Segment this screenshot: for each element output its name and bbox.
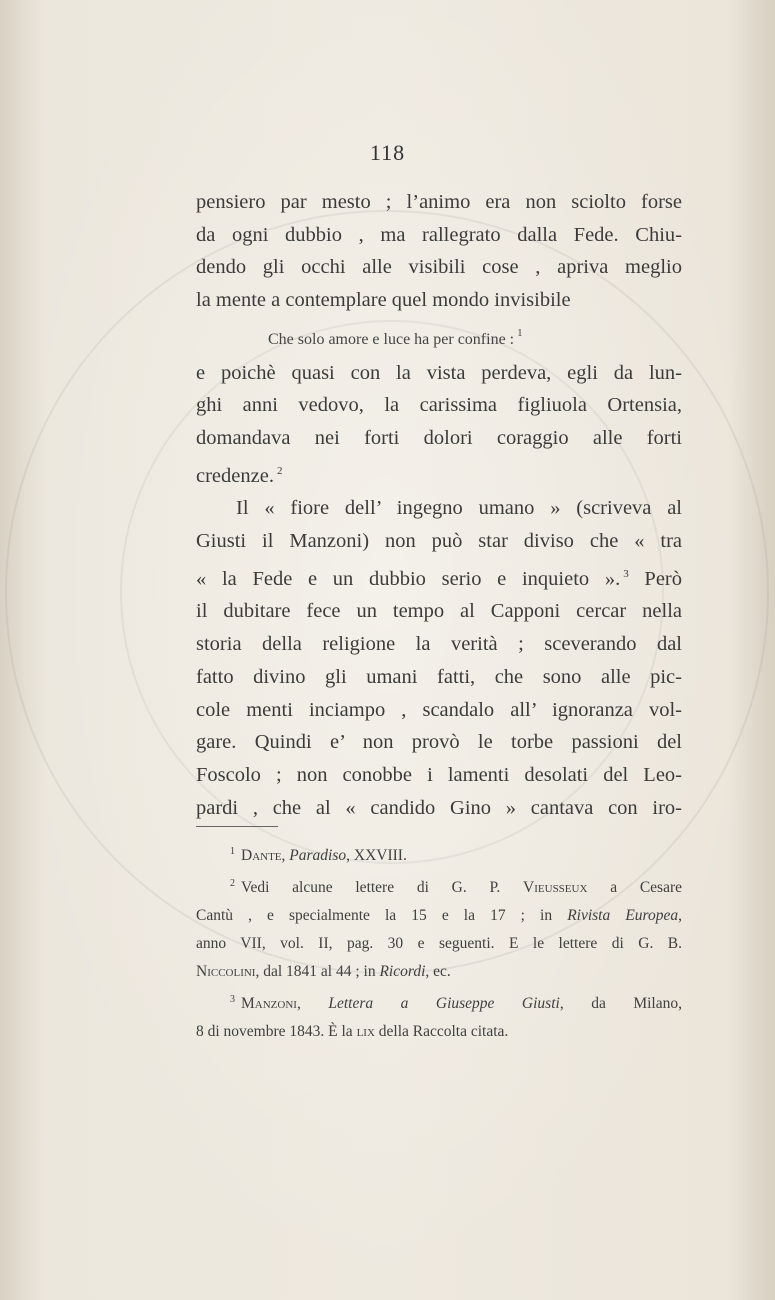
text-line: storia della religione la verità ; sceverando dal <box>196 633 682 656</box>
text-line: pensiero par mesto ; l’animo era non sciolto forse <box>196 191 682 213</box>
footnote-rest: , XXVIII. <box>346 847 407 864</box>
footnote-text: Cantù , e specialmente la 15 e la 17 ; in <box>196 907 553 924</box>
footnote-number: 2 <box>230 878 235 889</box>
footnote-rest: , da Milano, <box>559 995 682 1012</box>
text-fragment: Però <box>644 567 682 590</box>
footnote-name: Vieusseux <box>523 879 588 896</box>
paragraph-start: Il « fiore dell’ ingegno umano » (scriveva al <box>236 497 682 520</box>
footnote-2-cont <box>196 958 682 986</box>
footnote-author: Dante <box>241 847 282 864</box>
text-fragment: credenze. <box>196 464 274 487</box>
footnote-ref-1: 1 <box>517 326 523 339</box>
text-line: la mente a contemplare quel mondo invisibile <box>196 289 571 312</box>
footnote-text: 8 di novembre 1843. È la <box>196 1023 353 1040</box>
footnote-work: Lettera a Giuseppe Giusti <box>328 995 560 1012</box>
footnote-text: della Raccolta citata. <box>378 1023 509 1040</box>
text-line: pardi , che al « candido Gino » cantava con iro- <box>196 796 682 819</box>
text-line: fatto divino gli umani fatti, che sono alle pic- <box>196 665 682 688</box>
text-line: da ogni dubbio , ma rallegrato dalla Fede. Chiu- <box>196 223 682 246</box>
footnote-1: $^1$ Dante, Paradiso, XXVIII. <box>230 846 407 864</box>
text-line: ghi anni vedovo, la carissima figliuola Ortensia, <box>196 394 682 417</box>
footnote-3 <box>196 986 682 1018</box>
footnote-author: Manzoni <box>241 995 297 1012</box>
text-line: domandava nei forti dolori coraggio alle forti <box>196 426 682 449</box>
footnote-3-cont <box>196 1018 682 1046</box>
footnote-work: Ricordi <box>379 963 426 980</box>
footnote-2-cont <box>196 902 682 930</box>
text-line <box>196 455 682 493</box>
footnote-text: Vedi alcune lettere di G. P. <box>241 879 501 896</box>
footnote-text: , <box>678 907 682 924</box>
text-line: dendo gli occhi alle visibili cose , apriva meglio <box>196 256 682 279</box>
text-line: Giusti il Manzoni) non può star diviso che « tra <box>196 530 682 553</box>
footnote-number: 1 <box>230 846 235 857</box>
text-line: il dubitare fece un tempo al Capponi cercar nella <box>196 600 682 623</box>
footnote-work: Paradiso <box>289 847 347 864</box>
text-line: e poichè quasi con la vista perdeva, egli da lun- <box>196 361 682 384</box>
footnote-text: , dal 1841 al 44 ; in <box>255 963 376 980</box>
footnote-ref-2: 2 <box>276 464 283 477</box>
footnote-2 <box>196 870 682 902</box>
footnote-name: Niccolini <box>196 963 256 980</box>
text-line: gare. Quindi e’ non provò le torbe passioni del <box>196 731 682 754</box>
verse-quotation <box>196 317 682 357</box>
footnote-number: 3 <box>230 994 235 1005</box>
footnote-text: , ec. <box>425 963 451 980</box>
footnotes <box>196 838 682 1046</box>
text-line: cole menti inciampo , scandalo all’ ignoranza vol- <box>196 698 682 721</box>
footnote-2-cont: anno VII, vol. II, pag. 30 e seguenti. E le lettere di G. B. <box>196 935 682 952</box>
footnote-divider <box>196 826 278 827</box>
footnote-text: a Cesare <box>610 879 682 896</box>
footnote-ref-3: 3 <box>623 567 629 580</box>
text-line: Foscolo ; non conobbe i lamenti desolati del Leo- <box>196 763 682 786</box>
roman-numeral: lix <box>356 1023 375 1040</box>
main-text <box>196 186 682 824</box>
text-fragment: « la Fede e un dubbio serio e inquieto ». <box>196 567 621 590</box>
verse-text: Che solo amore e luce ha per confine : <box>268 330 515 348</box>
text-line <box>196 558 682 596</box>
footnote-text: , <box>296 995 301 1012</box>
footnote-work: Rivista Europea <box>567 907 679 924</box>
page-number: 118 <box>369 140 406 165</box>
